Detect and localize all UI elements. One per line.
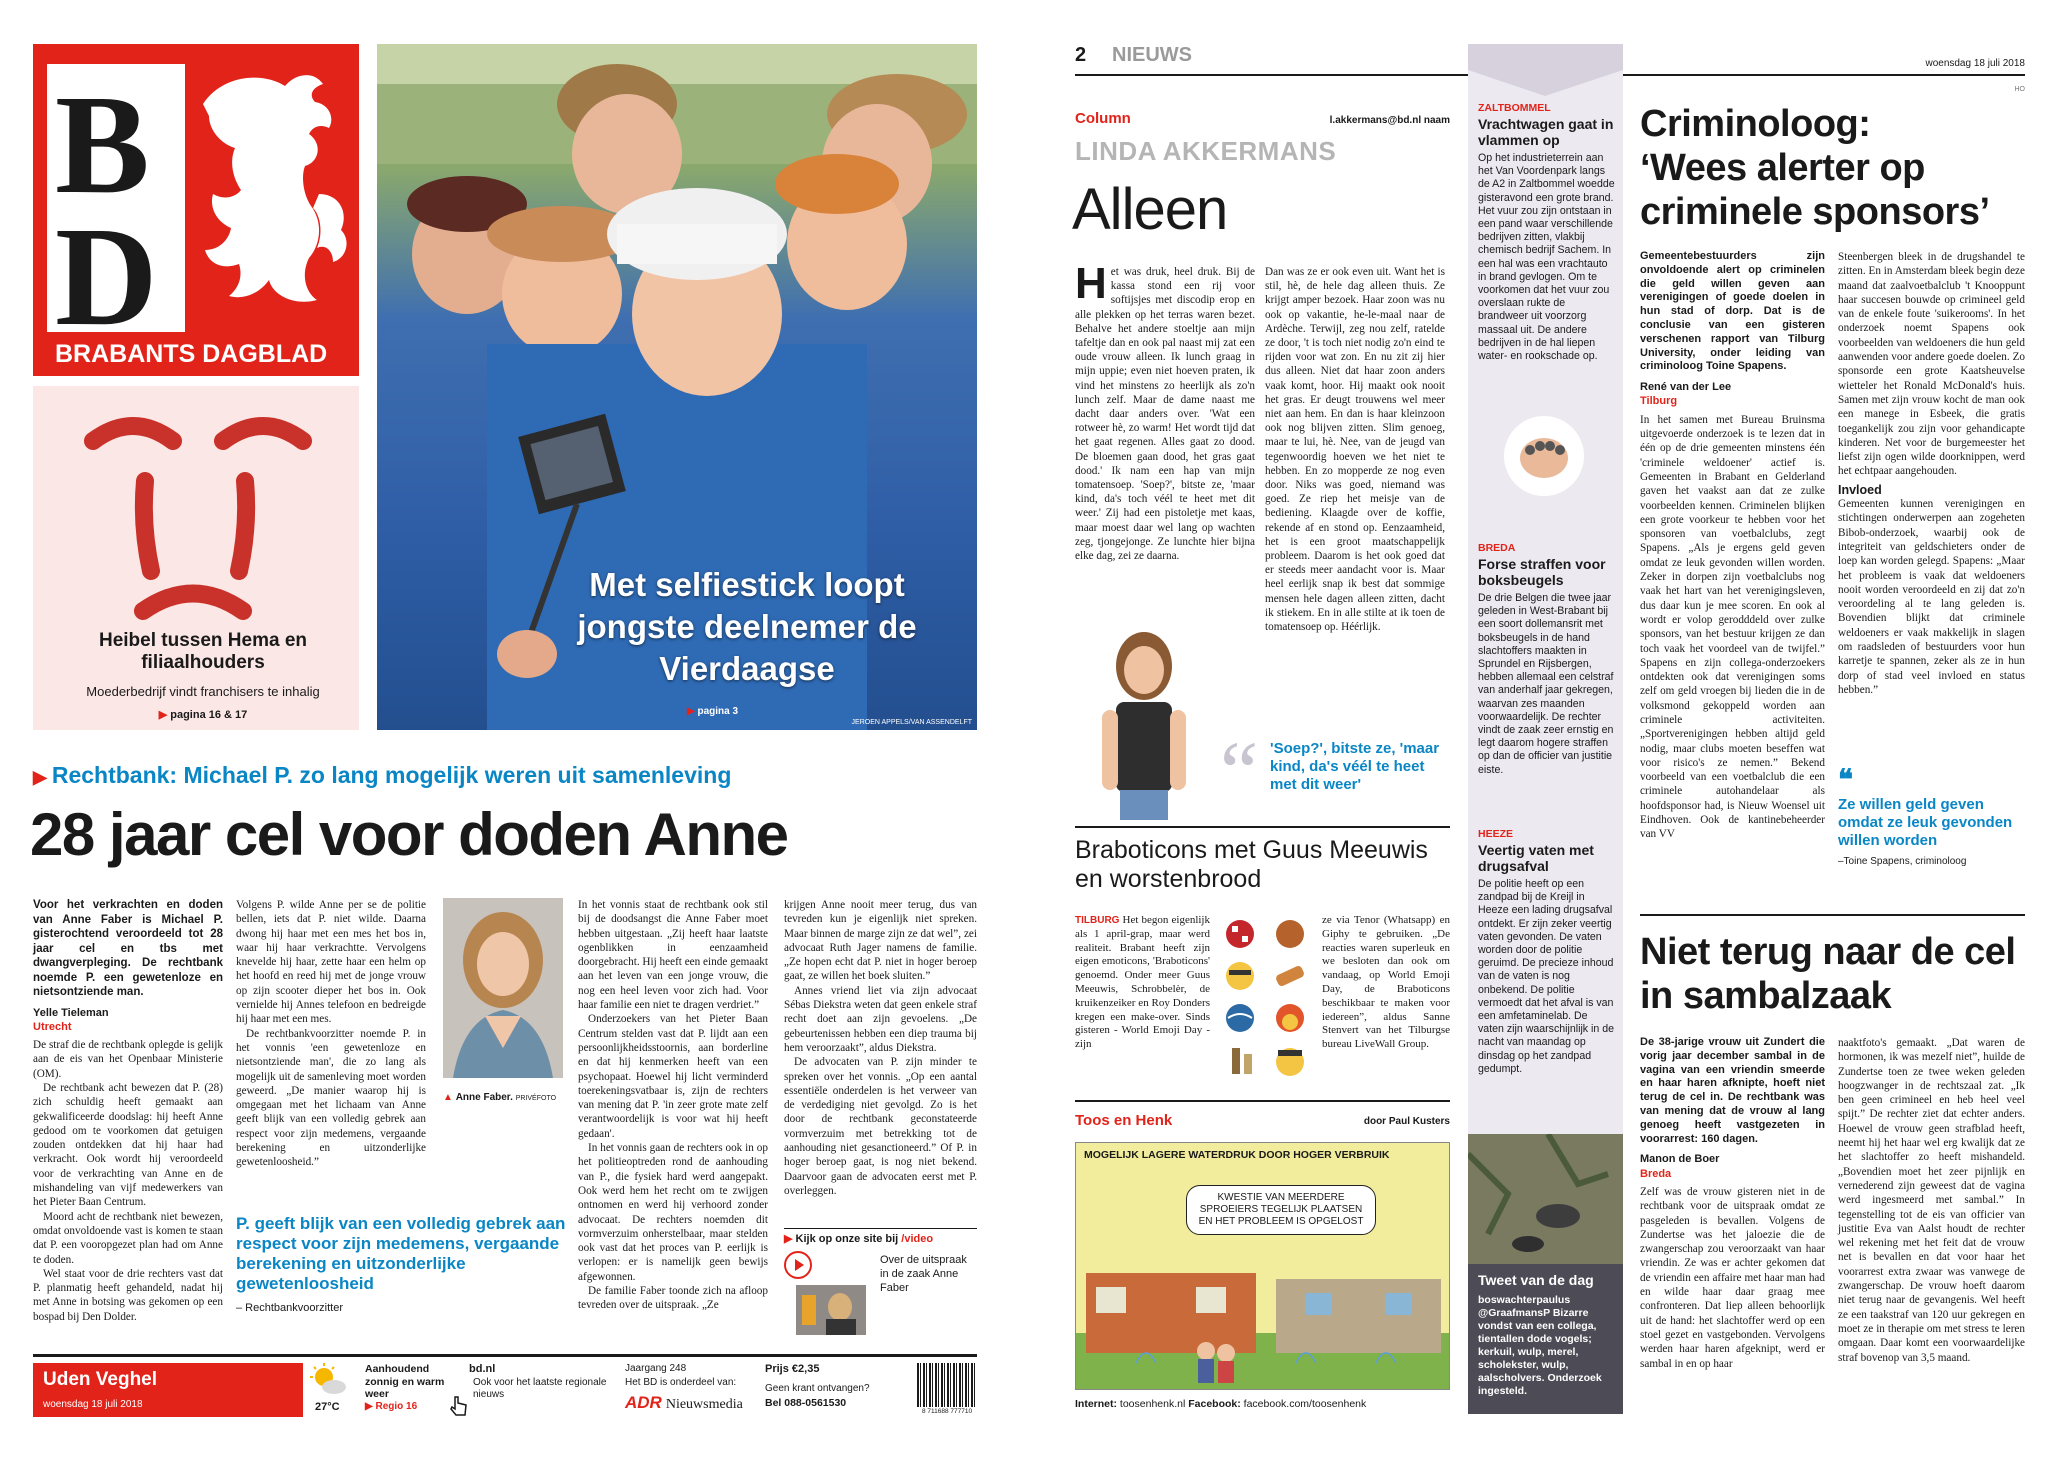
- front-col2-p1: Volgens P. wilde Anne per se de politie bellen, iets dat P. niet wilde. Daarna dwong hij haar met een mes het bos in, waar hij haar verkrachtte. Vervolgens knevelde hij haar, zette haar een helm op het hoofd en reed hij met de jonge vrouw op zijn scooter dieper het bos in. Ook vernielde hij Annes telefoon en bedreigde hij haar met een mes.: [236, 899, 426, 1026]
- cover-page-ref: ▶ pagina 3: [687, 706, 739, 717]
- video-label: ▶ Kijk op onze site bij /video: [784, 1233, 934, 1245]
- front-article-col4: [784, 898, 977, 1198]
- column-pull-quote: [1220, 723, 1450, 819]
- quote-mark-icon: “: [1220, 723, 1259, 819]
- portrait-caption: ▲ Anne Faber. PRIVÉFOTO: [443, 1092, 557, 1103]
- braboticons-title: Braboticons met Guus Meeuwis en worstenbrood: [1075, 836, 1428, 893]
- hand-pointer-icon: [449, 1395, 469, 1417]
- anne-portrait: [443, 898, 563, 1078]
- comic-footer: Internet: toosenhenk.nl Facebook: facebook.com/toosenhenk: [1075, 1398, 1367, 1410]
- corner-code: HO: [2014, 86, 2025, 93]
- svg-text:BRABANTS DAGBLAD: BRABANTS DAGBLAD: [55, 340, 328, 368]
- cover-photo: [377, 44, 977, 730]
- sausage-face-icon: [33, 386, 359, 636]
- sambal-col1: [1640, 1036, 1825, 1371]
- sidebar-item-zaltbommel: [1478, 102, 1616, 363]
- knuckle-fist-icon: [1504, 416, 1584, 496]
- criminoloog-byline: René van der Lee: [1640, 381, 1732, 394]
- sambal-location: Breda: [1640, 1167, 1672, 1180]
- front-col1-p1: De straf die de rechtbank oplegde is gelijk aan de eis van het Openbaar Ministerie (OM).: [33, 1039, 223, 1080]
- front-col4-p1: krijgen Anne nooit meer terug, dus van tevreden kun je eigenlijk niet spreken. Maar binnen de marge zijn ze dat wel”, zei advocaat Ruth Jager namens de familie. „Ze hopen echt dat P. niet in hoger beroep gaat, ze willen het boek sluiten.”: [784, 899, 977, 983]
- front-col3-p1: In het vonnis staat de rechtbank ook stil bij de doodsangst die Anne Faber moet hebben uitgestaan. „Zij heeft haar laatste ogenblikken in eenzaamheid doorgebracht. Hij heeft een einde gemaakt aan het leven van een jonge vrouw, die nog een heel leven voor zich had. Voor haar familie een niet te dragen verdriet.”: [578, 899, 768, 1012]
- front-col1-p3: Moord acht de rechtbank niet bewezen, omdat onvoldoende vast is komen te staan dat P. een vooropgezet plan had om Anne te doden.: [33, 1210, 223, 1266]
- criminoloog-headline-b: ‘Wees alerter op criminele sponsors’: [1640, 147, 1990, 233]
- sidebar-item-heeze: [1478, 828, 1616, 1076]
- weather-ref: ▶ Regio 16: [365, 1401, 418, 1412]
- braboticons-location: TILBURG: [1075, 915, 1120, 926]
- column-title: Alleen: [1072, 177, 1228, 242]
- weather-text: Aanhoudend zonnig en warm weer: [365, 1363, 445, 1400]
- front-col4-p2: Annes vriend liet via zijn advocaat Sébas Diekstra weten dat geen enkele straf recht doet aan zijn gevoelens. „De gebeurtenissen hebben een diep trauma bij hem veroorzaakt”, aldus Diekstra.: [784, 984, 977, 1054]
- comic-author: door Paul Kusters: [1363, 1116, 1450, 1127]
- criminoloog-col2a: Steenbergen bleek in de drugshandel te zitten. En in Amsterdam bleek begin deze maand dat zaalvoetbalclub 't Knooppunt haar succesen bouwde op crimineel geld van de enkele foute 'suikerooms'. In het onderzoek noemt Spapens ook voorbeelden van weldoeners die hun geld aanwenden voor andere goede doelen. Zo sponsorde een grote Kaatsheuvelse wietteler het Ronald McDonald's huis. Samen met zijn vrouw kocht de man ook een manege in Esbeek, die gratis toegankelijk zou zijn voor gehandicapte kinderen. Net voor de burgemeester het liefst zijn ogen wilde doorknippen, werd het echtpaar aangehouden.: [1838, 251, 2025, 478]
- tweet-photo: [1468, 1134, 1623, 1264]
- braboticons-col2: ze via Tenor (Whatsapp) en Giphy te gebruiken. „De reacties waren superleuk en we besloten dan ook om vandaag, op World Emoji Day, de Braboticons beschikbaar te maken voor iedereen”, aldus Sanne Stenvert van het Tilburgse bureau LiveWall Group.: [1322, 914, 1450, 1051]
- sidebar-kicker-2: BREDA: [1478, 542, 1516, 554]
- sun-cloud-icon: [308, 1363, 348, 1397]
- sambal-col2: naaktfoto's gemaakt. „Dat waren de hormonen, ik was mezelf niet”, huilde de Zundertse toen ze twee weken geleden hoogzwanger in de rechtszaal zat. „Ik ben geen crimineel en heb heel veel spijt.” De rechter ziet dat echter anders. Hoewel de vrouw geen strafblad heeft, neemt hij het haar wel erg kwalijk dat ze het slachtoffer zo heeft mishandeld. „Bovendien moet het zeer pijnlijk en vernederend zijn geweest dat de vagina werd ingesmeerd met sambal.” In tegenstelling tot de eis van officier van justitie Eva van Aalst houdt de rechter wel rekening met het feit dat de vrouw net is bevallen en dat voor haar het voorarrest extra zwaar was vanwege de zwangerschap. De vrouw hoeft daarom niet terug naar de gevangenis. Wel heeft ze een taakstraf van 120 uur gekregen en moet ze in therapie om met stress te leren omgaan. Daar komt een voorwaardelijke straf bovenop van 3,5 maand.: [1838, 1037, 2025, 1364]
- quote-mark-red-icon: ❝: [1838, 764, 1854, 795]
- criminoloog-pull-quote: [1838, 764, 2025, 867]
- front-pull-quote-source: – Rechtbankvoorzitter: [236, 1302, 343, 1314]
- sidebar-head-1: Vrachtwagen gaat in vlammen op: [1478, 116, 1614, 148]
- column-col2: Dan was ze er ook even uit. Want het is stil, hè, de hele dag alleen thuis. Ze krijgt amper bezoek. Haar zoon was nu ook op vakantie, he-le-maal naar de Ardèche. Terwijl, zeg nou zelf, ratelde ze door, 't is toch niet nodig zo'n eind te rijden voor wat zon. En nu zit zij hier dus alleen. Niet dat haar zoon anders vaak komt, hoor. Hij maakt ook nooit het gras. Er deugt trouwens wel meer niet aan hem. En dan is haar kleinzoon ook nog blijven zitten. Slim genoeg, maar te lui, hè. Nee, van de jeugd van tegenwoordig hoeven we het niet te hebben. En zo mopperde ze nog even door. Niks was goed, niemand was goed. Ze riep het meisje van de bediening. Klaagde over de koffie, rekende af en stond op. Eenzaamheid, het is een groot maatschappelijk probleem. Daarom is het ook goed dat er steeds meer aandacht voor is. Maar heel eerlijk snap ik best dat sommige mensen hele dagen alleen zitten, dacht ik stiekem. En in alle stilte at ik toen de tomatensoep op. Héérlijk.: [1265, 266, 1445, 634]
- criminoloog-col1: [1640, 250, 1825, 842]
- sidebar-head-2: Forse straffen voor boksbeugels: [1478, 556, 1606, 588]
- tweet-box: [1468, 1264, 1623, 1414]
- front-col2-p2: De rechtbankvoorzitter noemde P. in het vonnis 'een gewetenloze en nietsontziende man', die zo lang als mogelijk uit de samenleving moet worden geweerd. „De manier waarop hij is omgegaan met het lichaam van Anne geeft blijk van een volledig gebrek aan respect voor zijn medemens, vergaande berekening en uitzonderlijke gewetenloosheid.”: [236, 1027, 426, 1169]
- sambal-headline: Niet terug naar de cel in sambalzaak: [1640, 931, 2016, 1017]
- site-link[interactable]: bd.nl: [469, 1363, 496, 1375]
- masthead-logo: [33, 44, 359, 376]
- video-caption: Over de uitspraak in de zaak Anne Faber: [880, 1254, 967, 1294]
- front-col3-p4: De familie Faber toonde zich na afloop tevreden over de uitspraak. „Ze: [578, 1285, 768, 1312]
- comic-bubble: KWESTIE VAN MEERDERE SPROEIERS TEGELIJK PLAATSEN EN HET PROBLEEM IS OPGELOST: [1186, 1185, 1376, 1235]
- adr-text: Het BD is onderdeel van:: [625, 1377, 737, 1388]
- sambal-lead: De 38-jarige vrouw uit Zundert die vorig jaar december sambal in de vagina van een vriendin smeerde en haar haren afknipte, hoeft niet terug de cel in. De rechtbank was van mening dat de vrouw al lang genoeg heeft vastgezeten in voorarrest: 160 dagen.: [1640, 1036, 1825, 1145]
- adr-logo: ADR Nieuwsmedia: [625, 1393, 743, 1412]
- emoticons-icon: [1216, 914, 1316, 1084]
- front-headline: 28 jaar cel voor doden Anne: [30, 801, 788, 868]
- edition-date: woensdag 18 juli 2018: [43, 1399, 143, 1410]
- teaser-hema[interactable]: [33, 386, 359, 730]
- sidebar-text-1: Op het industrieterrein aan het Van Voordenpark langs de A2 in Zaltbommel woedde gisteravond een grote brand. Het vuur zou zijn ontstaan in een pand waar verschillende bedrijven zitten, vlakbij chemisch bedrijf Sachem. In een hal was een vrachtauto in brand gevlogen. Om te voorkomen dat het vuur zou overslaan rukte de brandweer uit voorzorg massaal uit. De andere bedrijven in de hal liepen water- en rookschade op.: [1478, 152, 1615, 363]
- criminoloog-quote-text: Ze willen geld geven omdat ze leuk gevonden willen worden: [1838, 796, 2013, 849]
- comic-title: MOGELIJK LAGERE WATERDRUK DOOR HOGER VERBRUIK: [1084, 1149, 1390, 1161]
- sambal-byline: Manon de Boer: [1640, 1153, 1720, 1166]
- front-article-col3: [578, 898, 768, 1313]
- news-sidebar: [1468, 44, 1623, 1414]
- criminoloog-col2b: Gemeenten kunnen verenigingen en stichtingen onderwerpen aan zogeheten Bibob-onderzoek, waarbij ook de integriteit van geldschieters onder de loep kan worden gelegd. Spapens: „Maar het probleem is vaak dat weldoeners nooit worden veroordeeld en zij dat zo'n veroordeling al te lang geleden is. Bovendien blijkt dat criminele weldoeners er vaak makkelijk in slagen om raadsleden of bestuurders voor hun karretje te spannen, zeker als ze in hun dorp of stad veel invloed en status hebben.”: [1838, 498, 2025, 696]
- sidebar-top-tab: [1468, 44, 1623, 96]
- delivery-question: Geen krant ontvangen?: [765, 1383, 870, 1394]
- sambal-col1-text: Zelf was de vrouw gisteren niet in de rechtbank voor de uitspraak omdat ze pasgeleden is bevallen. Volgens de Zundertse was het jaloezie die de zwangerschap zou veroorzaakt van haar vriendin. Ze was er achter gekomen dat de vriendin een affaire met haar man had en wilde haar daar graag mee confronteren. Dat liep alleen behoorlijk uit de hand: het slachtoffer werd op een stoel gezet en vastgebonden. Vervolgens werden haar haren afgeknipt, werd er sambal in en op haar: [1640, 1185, 1825, 1370]
- teaser-hema-headline: Heibel tussen Hema en filiaalhouders: [98, 630, 308, 673]
- front-col3-p3: In het vonnis gaan de rechters ook in op het politieoptreden rond de aanhouding van P., die fysiek hard werd aangepakt. Ook werd hem het recht om te zwijgen ontnomen en werd hij verhoord zonder advocaat. De rechters noemden dit vormverzuim onherstelbaar, maar stelden ook vast dat het proces van P. eerlijk is verlopen: er is namelijk geen bewijs afgewonnen.: [578, 1142, 768, 1283]
- column-label: Column: [1075, 110, 1131, 127]
- criminoloog-col2: [1838, 250, 2025, 697]
- page2-date: woensdag 18 juli 2018: [1925, 58, 2025, 69]
- sidebar-text-2: De drie Belgen die twee jaar geleden in West-Brabant bij een soort dollemansrit met boksbeugels in de hand slachtoffers maakten in Sprundel en Rijsbergen, hebben allemaal een celstraf van anderhalf jaar gekregen, waarvan zes maanden voorwaardelijk. De rechter vindt de zaak zeer ernstig en legt daarom hogere straffen op dan de officier van justitie eiste.: [1478, 592, 1614, 776]
- sidebar-kicker-1: ZALTBOMMEL: [1478, 102, 1551, 114]
- sidebar-item-breda: [1478, 542, 1616, 777]
- front-pull-quote: [236, 1214, 576, 1314]
- column-email: l.akkermans@bd.nl naam: [1329, 115, 1450, 126]
- section-name: NIEUWS: [1112, 44, 1192, 66]
- column-author: LINDA AKKERMANS: [1075, 136, 1337, 166]
- portrait-photo-icon: [443, 898, 563, 1078]
- video-teaser[interactable]: [784, 1228, 977, 1338]
- jaargang: Jaargang 248: [625, 1363, 687, 1374]
- comic-label: Toos en Henk: [1075, 1112, 1173, 1129]
- edition-box: [33, 1363, 303, 1417]
- front-col3-p2: Onderzoekers van het Pieter Baan Centrum stelden vast dat P. lijdt aan een persoonlijkheidsstoornis, aan borderline en dat hij kenmerken heeft van een psychopaat. Hoewel hij licht verminderd toerekeningsvatbaar is, zijn de rechters van mening dat P. 'in zeer grote mate zelf verantwoordelijk is voor wat hij heeft gedaan'.: [578, 1013, 768, 1140]
- price: Prijs €2,35: [765, 1363, 820, 1375]
- criminoloog-headline: [1640, 102, 2025, 234]
- front-byline: Yelle Tieleman: [33, 1006, 109, 1019]
- dead-birds-photo-icon: [1468, 1134, 1623, 1264]
- braboticons-rule: [1075, 1100, 1450, 1102]
- delivery-phone: Bel 088-0561530: [765, 1397, 847, 1409]
- braboticons-col1: [1075, 914, 1210, 1052]
- play-icon[interactable]: [784, 1251, 812, 1279]
- cover-headline: Met selfiestick loopt jongste deelnemer de Vierdaagse: [577, 566, 917, 687]
- column-rule: [1075, 826, 1450, 828]
- front-col1-p2: De rechtbank acht bewezen dat P. (28) zich schuldig heeft gemaakt aan gekwalificeerde doodslag: hij heeft Anne gedood om te voorkomen dat getuigen zouden ontdekken dat hij haar had verkracht. Ook wordt hij veroordeeld voor de verkrachting van Anne en de mishandeling van vijf medewerkers van het Pieter Baan Centrum.: [33, 1081, 223, 1209]
- front-lead: Voor het verkrachten en doden van Anne Faber is Michael P. gisterochtend veroordeeld tot 28 jaar cel en tbs met dwangverpleging. De rechtbank noemde P. een gewetenloze en nietsontziende man.: [33, 899, 223, 998]
- column-col1: [1075, 259, 1255, 563]
- svg-text:B: B: [55, 65, 150, 223]
- front-col1-p4: Wel staat voor de drie rechters vast dat P. planmatig heeft gehandeld, nadat hij met Anne in botsing was gekomen op een bospad bij Den Dolder.: [33, 1267, 223, 1323]
- column-quote-text: 'Soep?', bitste ze, 'maar kind, da's véél te heet met dit weer': [1270, 740, 1440, 793]
- comic-panel: [1075, 1142, 1450, 1390]
- sidebar-head-3: Veertig vaten met drugsafval: [1478, 842, 1594, 874]
- criminoloog-quote-source: –Toine Spapens, criminoloog: [1838, 856, 1967, 867]
- braboticons-grid: [1216, 914, 1316, 1084]
- sidebar-text-3: De politie heeft op een zandpad bij de Kreijl in Heeze een lading drugsafval ontdekt. Er zijn zeker veertig vaten gevonden. De vaten worden door de politie geruimd. De precieze inhoud van de vaten is nog onbekend. De politie vermoedt dat het afval is van een amfetaminelab. De vaten zijn waarschijnlijk in de nacht van maandag op dinsdag op het zandpad gedumpt.: [1478, 878, 1615, 1075]
- drop-cap: H: [1075, 259, 1107, 308]
- temperature: 27°C: [315, 1401, 340, 1413]
- edition-name: Uden Veghel: [43, 1369, 158, 1390]
- video-thumbnail[interactable]: [796, 1285, 866, 1335]
- criminoloog-subhead: Invloed: [1838, 482, 1882, 497]
- tweet-label: Tweet van de dag: [1478, 1272, 1594, 1288]
- column-col1-text: et was druk, heel druk. Bij de kassa stond een rij voor softijsjes met discodip erop en alle plekken op het terras waren bezet. Behalve het andere stoeltje aan mijn tafeltje dan en ook pal naast mij zat een oude vrouw alleen. Ik lunch graag in mijn uppie; even niet hoeven praten, ik vind het minstens zo heerlijk als zo'n lunch zelf. Maar de dame naast me dacht daar anders over. 'Wat een rotweer hè, zo warm! Het wordt tijd dat het gaat regenen. Alles gaat zo dood. De bloemen gaan dood, het gras gaat dood.' Ik nam een hap van mijn tomatensoep. 'Soep?', bitste ze, 'maar kind, da's toch véél te heet met dit weer.' Zij had een pistoletje met kaas, maar moest daar wel lang op wachten zeg, tjongejonge. Ze lunchte hier bijna elke dag, zei ze daarna.: [1075, 266, 1255, 563]
- site-text: Ook voor het laatste regionale nieuws: [473, 1377, 607, 1400]
- page-number: 2: [1075, 44, 1087, 66]
- fist-photo: [1504, 416, 1584, 496]
- front-location: Utrecht: [33, 1020, 72, 1033]
- front-col4-p3: De advocaten van P. zijn minder te spreken over het vonnis. „Op een aantal essentiële onderdelen is het verweer van de verdediging niet gevolgd. Zo is het door de rechtbank geconstateerde vormverzuim met betrekking tot de aanhouding niet gesanctioneerd.” Of P. in hoger beroep gaat, is nog niet bekend. Daarvoor gaan de advocaten eerst met P. overleggen.: [784, 1056, 977, 1197]
- teaser-hema-sub: Moederbedrijf vindt franchisers te inhalig: [86, 684, 320, 699]
- svg-text:JEROEN APPELS/VAN ASSENDELFT: JEROEN APPELS/VAN ASSENDELFT: [851, 719, 972, 726]
- barcode: [917, 1363, 977, 1407]
- teaser-hema-page-ref: ▶ pagina 16 & 17: [158, 709, 248, 721]
- tweet-text: boswachterpaulus @GraafmansP Bizarre vondst van een collega, tientallen dode vogels; kerkuil, wulp, merel, scholekster, wulp, aalscholvers. Onderzoek ingesteld.: [1478, 1294, 1602, 1397]
- sidebar-kicker-3: HEEZE: [1478, 828, 1514, 840]
- front-article-col1: [33, 898, 223, 1324]
- bd-lion-logo-icon: [33, 44, 359, 376]
- front-article-col2: [236, 898, 426, 1170]
- criminoloog-lead: Gemeentebestuurders zijn onvoldoende alert op criminelen die geld willen geven aan verenigingen of goede doelen in hun stad of dorp. Dat is de conclusie van een gisteren verschenen rapport van Tilburg University, onder leiding van criminoloog Toine Spapens.: [1640, 250, 1825, 373]
- front-footer: [33, 1354, 977, 1420]
- columnist-photo: [1082, 620, 1207, 820]
- criminoloog-location: Tilburg: [1640, 395, 1678, 408]
- criminoloog-headline-a: Criminoloog:: [1640, 103, 1871, 145]
- columnist-figure-icon: [1082, 620, 1207, 820]
- comic-scene-icon: [1076, 1243, 1450, 1390]
- svg-text:D: D: [55, 197, 158, 355]
- criminoloog-col1-text: In het samen met Bureau Bruinsma uitgevoerde onderzoek is te lezen dat in één op de drie gemeenten minstens één 'criminele weldoener' actief is. Gemeenten in Brabant en Gelderland gaven het vaakst aan dat ze zulke voorbeelden kennen. Criminelen blijken een grote voorkeur te hebben voor het sponsoren van voetbalclubs, zegt Spapens. „Als je ergens geld geven omdat ze leuk gevonden willen worden. Zeker in dorpen zijn voetbalclubs nog vaak het hart van het verenigingsleven, dus daar kun je mee scoren. En ook al wordt er volop gerodddeld over zulke sponsors, van het bestuur krijgen ze dan toch vaak het voordeel van de twijfel.” Spapens en zijn collega-onderzoekers ontdekten ook dat verenigingen soms zelf om geld vroegen bij lieden die in de volksmond gekoppeld worden aan criminele activiteiten. „Sportverenigingen hebben altijd geld nodig, maar clubs moeten beseffen wat voor risico's ze nemen.” Bekend voorbeeld van een voetbalclub die een criminele autohandelaar als hoofdsponsor had, is Nieuw Woensel uit Eindhoven. Ook de kantinebeheerder van VV: [1640, 413, 1825, 841]
- front-pull-quote-text: P. geeft blijk van een volledig gebrek aan respect voor zijn medemens, vergaande berekening en uitzonderlijke gewetenloosheid: [236, 1214, 566, 1293]
- braboticons-col1-text: Het begon eigenlijk als 1 april-grap, maar werd realiteit. Brabant heeft zijn eigen emoticons, 'Braboticons' genoemd. Onder meer Guus Meeuwis, Schrobbelèr, de kruikenzeiker en Roy Donders kregen een make-over. Sinds gisteren - World Emoji Day - zijn: [1075, 914, 1210, 1051]
- barcode-number: 8 711688 777710: [921, 1408, 973, 1415]
- article-divider: [1640, 914, 2025, 916]
- front-kicker: ▶ Rechtbank: Michael P. zo lang mogelijk weren uit samenleving: [33, 762, 732, 788]
